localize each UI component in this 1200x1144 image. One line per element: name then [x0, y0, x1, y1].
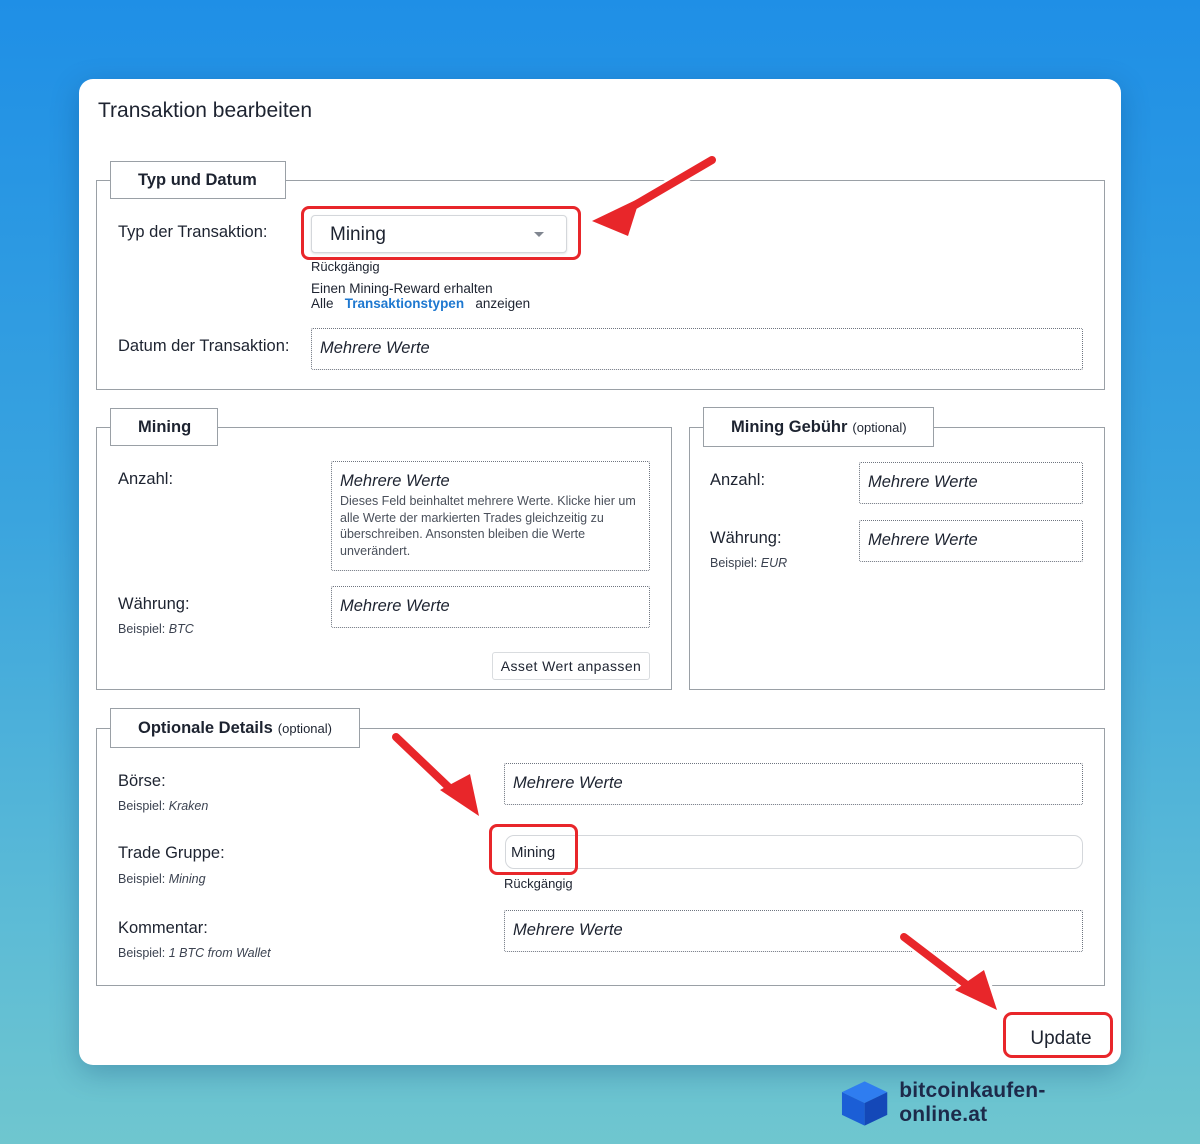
site-branding [840, 1078, 1130, 1128]
trade-group-hint-prefix: Beispiel: [118, 872, 166, 886]
exchange-hint-prefix: Beispiel: [118, 799, 166, 813]
fee-currency-hint-prefix: Beispiel: [710, 556, 758, 570]
comment-hint-value: 1 BTC from Wallet [168, 946, 271, 960]
exchange-hint-value: Kraken [168, 799, 209, 813]
type-date-legend-text: Typ und Datum [138, 170, 257, 189]
mining-fee-optional: (optional) [852, 419, 907, 435]
optional-details-optional: (optional) [277, 720, 332, 736]
trade-group-value: Mining [511, 844, 556, 861]
cube-logo-icon [840, 1079, 889, 1127]
mining-legend-text: Mining [138, 417, 192, 436]
fee-amount-label: Anzahl: [710, 471, 766, 489]
mining-amount-label: Anzahl: [118, 470, 174, 488]
mining-amount-value: Mehrere Werte [340, 472, 450, 490]
comment-value: Mehrere Werte [513, 921, 623, 939]
type-undo-link[interactable]: Rückgängig [311, 259, 380, 274]
transaction-types-link[interactable]: Transaktionstypen [344, 296, 465, 311]
comment-label: Kommentar: [118, 919, 208, 937]
dialog-title: Transaktion bearbeiten [98, 99, 313, 122]
exchange-label: Börse: [118, 772, 166, 790]
mining-currency-hint-value: BTC [168, 622, 194, 636]
transaction-date-value: Mehrere Werte [320, 339, 430, 357]
comment-hint-prefix: Beispiel: [118, 946, 166, 960]
mining-currency-value: Mehrere Werte [340, 597, 450, 615]
update-button[interactable]: Update [1008, 1019, 1114, 1059]
all-types-suffix: anzeigen [475, 296, 531, 311]
trade-group-undo-link[interactable]: Rückgängig [504, 876, 573, 891]
all-types-prefix: Alle [311, 296, 334, 311]
site-name: bitcoinkaufen-online.at [899, 1079, 1046, 1126]
transaction-type-value: Mining [330, 224, 386, 245]
fee-amount-value: Mehrere Werte [868, 473, 978, 491]
mining-amount-description: Dieses Feld beinhaltet mehrere Werte. Klicke hier um alle Werte der markierten Trades gleichzeitig zu überschreiben. Ansonsten bleiben die Werte unverändert. [340, 494, 636, 558]
type-description: Einen Mining-Reward erhalten [311, 281, 493, 296]
mining-currency-hint-prefix: Beispiel: [118, 622, 166, 636]
arrow-to-type-select [592, 160, 712, 236]
exchange-value: Mehrere Werte [513, 774, 623, 792]
optional-details-legend-text: Optionale Details [138, 718, 273, 737]
asset-value-button[interactable]: Asset Wert anpassen [492, 652, 650, 680]
transaction-date-label: Datum der Transaktion: [118, 337, 290, 355]
arrow-to-trade-group [396, 737, 479, 816]
mining-currency-label: Währung: [118, 595, 190, 613]
trade-group-hint-value: Mining [168, 872, 206, 886]
trade-group-label: Trade Gruppe: [118, 844, 225, 862]
arrow-to-update-button [904, 937, 997, 1010]
fee-currency-hint-value: EUR [760, 556, 788, 570]
mining-fee-legend-text: Mining Gebühr [731, 417, 848, 436]
fee-currency-value: Mehrere Werte [868, 531, 978, 549]
transaction-type-label: Typ der Transaktion: [118, 223, 268, 241]
fee-currency-label: Währung: [710, 529, 782, 547]
